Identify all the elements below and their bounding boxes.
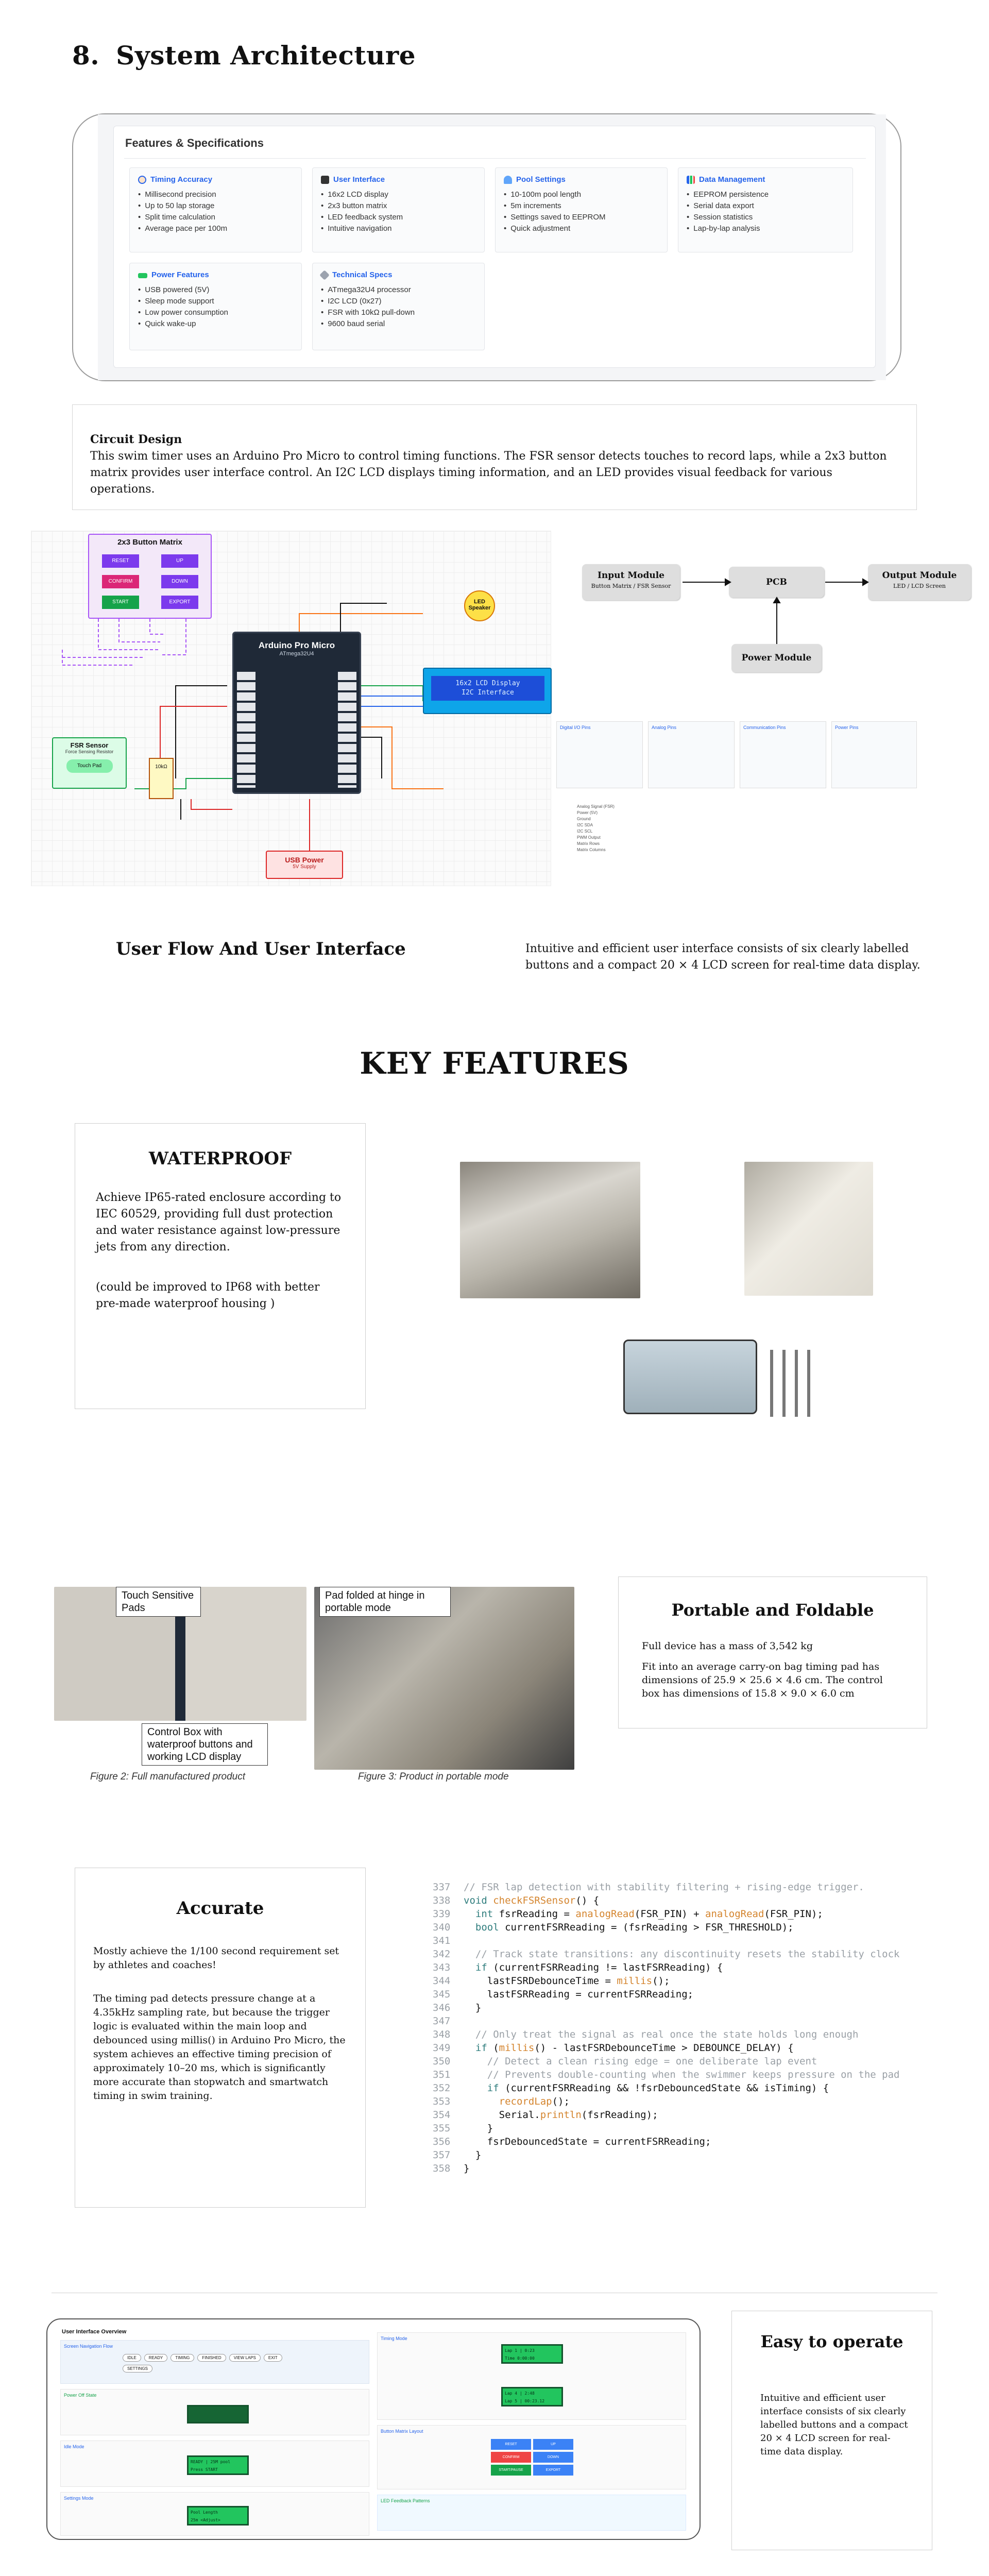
code-text: bool currentFSRReading = (fsrReading > FSR_THRESHOLD); (475, 1922, 794, 1933)
spec-group-pool (495, 167, 668, 252)
section-number: 8. (72, 40, 100, 71)
specs-divider (124, 158, 866, 159)
spec-group-timing (129, 167, 302, 252)
spec-item: • Millisecond precision (138, 189, 293, 200)
line-number: 337 (433, 1882, 451, 1893)
easy-title: Easy to operate (760, 2332, 903, 2351)
ui-nav-chip: SETTINGS (123, 2365, 152, 2372)
pin-tables (556, 721, 917, 788)
specs-card (113, 126, 876, 368)
ui-idle-title: Idle Mode (64, 2444, 84, 2449)
arduino-label: Arduino Pro Micro (258, 640, 335, 650)
line-number: 354 (433, 2109, 451, 2121)
line-number: 341 (433, 1935, 451, 1946)
line-number: 353 (433, 2096, 451, 2107)
lcd-block (423, 668, 552, 714)
legend-item: I2C SDA (577, 823, 593, 827)
spec-item: • Sleep mode support (138, 296, 293, 307)
waterproof-text: Achieve IP65-rated enclosure according to IEC 60529, providing full dust protection and water resistance against low-pressure jets from any direction. (96, 1191, 342, 1253)
lcd-screen (431, 676, 544, 701)
line-number: 355 (433, 2123, 451, 2134)
spec-item: • USB powered (5V) (138, 284, 293, 296)
easy-text: Intuitive and efficient user interface consists of six clearly labelled buttons and a compact 20 × 4 LCD screen for real-time data display. (760, 2393, 908, 2457)
battery-icon (138, 273, 147, 278)
spec-item: • I2C LCD (0x27) (321, 296, 476, 307)
portable-mass: Full device has a mass of 3,542 kg (642, 1640, 813, 1652)
resistor: 10kΩ (149, 758, 174, 799)
line-number: 343 (433, 1962, 451, 1973)
code-line (433, 1934, 948, 1947)
power-module: Power Module (731, 644, 822, 672)
ui-lcd-idle (187, 2455, 249, 2475)
code-line (433, 2148, 948, 2162)
ui-overview-frame (46, 2318, 701, 2540)
code-text: if (currentFSRReading && !fsrDebouncedState && isTiming) { (487, 2082, 829, 2094)
output-module (868, 564, 971, 600)
usb-label: USB Power (285, 856, 324, 864)
output-module-title: Output Module (882, 570, 957, 581)
lcd-line-1: 16x2 LCD Display (455, 680, 520, 687)
input-module-title: Input Module (597, 570, 664, 581)
code-line (433, 2014, 948, 2028)
accurate-title: Accurate (176, 1898, 264, 1919)
line-number: 346 (433, 2002, 451, 2013)
accurate-intro: Mostly achieve the 1/100 second requirement set by athletes and coaches! (93, 1945, 339, 1971)
lcd-line: READY | 25M pool (191, 2460, 231, 2464)
spec-item: • Up to 50 lap storage (138, 200, 293, 212)
line-number: 357 (433, 2149, 451, 2161)
legend-item: I2C SCL (577, 829, 593, 834)
ui-timing-title: Timing Mode (381, 2336, 407, 2341)
photo-screws (770, 1350, 816, 1417)
ui-matrix-button: EXPORT (533, 2465, 573, 2476)
spec-group-ui (312, 167, 485, 252)
spec-item: • FSR with 10kΩ pull-down (321, 307, 476, 318)
line-number: 344 (433, 1975, 451, 1987)
spec-group-data (678, 167, 853, 252)
ui-overview-title: User Interface Overview (62, 2329, 127, 2335)
code-line (433, 2081, 948, 2095)
spec-group-tech (312, 263, 485, 350)
code-text: lastFSRDebounceTime = millis(); (464, 1975, 670, 1987)
fsr-label: FSR Sensor (70, 741, 109, 749)
spec-item: • ATmega32U4 processor (321, 284, 476, 296)
line-number: 349 (433, 2042, 451, 2054)
spec-item: • Quick wake-up (138, 318, 293, 330)
portable-title: Portable and Foldable (671, 1600, 874, 1620)
legend-item: Ground (577, 817, 591, 821)
ui-matrix-button: RESET (491, 2439, 531, 2450)
spec-item: • Lap-by-lap analysis (687, 223, 844, 234)
usb-sub: 5V Supply (293, 864, 316, 870)
spec-group-title: Technical Specs (332, 270, 393, 279)
gamepad-icon (321, 176, 329, 184)
ui-timing-panel (377, 2332, 686, 2420)
accurate-card (75, 1868, 366, 2208)
code-line (433, 1947, 948, 1961)
code-text: } (464, 2163, 470, 2174)
arduino-sub: ATmega32U4 (279, 651, 314, 657)
spec-item: • Intuitive navigation (321, 223, 476, 234)
user-flow-text: Intuitive and efficient user interface consists of six clearly labelled buttons and a compact 20 × 4 LCD screen for real-time data display. (525, 942, 920, 972)
code-text: if (millis() - lastFSRDebounceTime > DEBOUNCE_DELAY) { (475, 2042, 794, 2054)
schem-button-up: UP (161, 554, 198, 568)
ui-matrix-panel (377, 2425, 686, 2489)
code-text: // Prevents double-counting when the swimmer keeps pressure on the pad (464, 2069, 900, 2080)
line-number: 352 (433, 2082, 451, 2094)
ui-settings-title: Settings Mode (64, 2496, 94, 2501)
spec-item: • Average pace per 100m (138, 223, 293, 234)
key-features-title: KEY FEATURES (360, 1046, 629, 1081)
callout-touch-pads: Touch Sensitive Pads (116, 1587, 201, 1617)
line-number: 350 (433, 2056, 451, 2067)
code-snippet (433, 1880, 948, 2200)
legend-item: Matrix Rows (577, 841, 600, 846)
spec-group-power (129, 263, 302, 350)
callout-control-box: Control Box with waterproof buttons and working LCD display (142, 1723, 268, 1766)
code-line (433, 2108, 948, 2122)
pin-table-digital: Digital I/O Pins (556, 721, 643, 788)
ui-led-title: LED Feedback Patterns (381, 2498, 430, 2503)
arduino-pins-right (338, 672, 356, 788)
ui-matrix-button: START/PAUSE (491, 2465, 531, 2476)
fsr-sub: Force Sensing Resistor (65, 749, 114, 754)
user-flow-title: User Flow And User Interface (116, 939, 406, 959)
code-line (433, 1974, 948, 1988)
fsr-block (52, 737, 127, 789)
line-number: 340 (433, 1922, 451, 1933)
wrench-icon (319, 270, 330, 280)
code-line (433, 2122, 948, 2135)
code-line (433, 1907, 948, 1921)
code-line (433, 2068, 948, 2081)
line-number: 342 (433, 1948, 451, 1960)
portable-dimensions: Fit into an average carry-on bag timing pad has dimensions of 25.9 × 25.6 × 4.6 cm. The control box has dimensions of 15.8 × 9.0 × 6.0 cm (642, 1661, 883, 1699)
spec-item: • Low power consumption (138, 307, 293, 318)
ui-nav-panel (60, 2340, 369, 2384)
waterproof-card (75, 1123, 366, 1409)
code-line (433, 2095, 948, 2108)
accurate-detail: The timing pad detects pressure change at a 4.35kHz sampling rate, but because the trigger logic is evaluated within the main loop and debounced using millis() in Arduino Pro Micro, the system achieves an effective timing precision of approximately 10–20 ms, which is significantly more accurate than stopwatch and smartwatch timing in swim training. (93, 1993, 346, 2102)
spec-item: • Serial data export (687, 200, 844, 212)
code-text: if (currentFSRReading != lastFSRReading) { (475, 1962, 723, 1973)
spec-group-title: Data Management (699, 175, 765, 184)
ui-settings-panel (60, 2492, 369, 2536)
schematic-legend (577, 804, 680, 853)
ui-lcd-off (187, 2405, 249, 2424)
line-number: 351 (433, 2069, 451, 2080)
code-text: // Detect a clean rising edge = one deliberate lap event (464, 2056, 817, 2067)
section-title (72, 40, 416, 71)
portable-card (618, 1577, 927, 1728)
schem-button-confirm: CONFIRM (102, 575, 139, 588)
arduino-pins-left (237, 672, 255, 788)
spec-item: • LED feedback system (321, 212, 476, 223)
specs-heading: Features & Specifications (125, 137, 264, 149)
arduino-block (232, 632, 361, 794)
spec-item: • Split time calculation (138, 212, 293, 223)
line-number: 348 (433, 2029, 451, 2040)
ui-matrix-title: Button Matrix Layout (381, 2429, 423, 2434)
ui-nav-chip: FINISHED (197, 2354, 226, 2362)
line-number: 339 (433, 1908, 451, 1920)
ui-matrix-button: UP (533, 2439, 573, 2450)
output-module-sub: LED / LCD Screen (893, 583, 946, 589)
code-text: } (464, 2149, 482, 2161)
schem-button-reset: RESET (102, 554, 139, 568)
callout-pad-folded: Pad folded at hinge in portable mode (319, 1587, 451, 1617)
lcd-line: Lap 4 | 2:48 (505, 2391, 535, 2396)
code-text: recordLap(); (499, 2096, 570, 2107)
code-text: lastFSRReading = currentFSRReading; (464, 1989, 694, 2000)
ui-led-panel (377, 2495, 686, 2531)
code-text: } (464, 2123, 493, 2134)
code-text: int fsrReading = analogRead(FSR_PIN) + analogRead(FSR_PIN); (475, 1908, 823, 1920)
ui-nav-chip: IDLE (123, 2354, 141, 2362)
lcd-line-2: I2C Interface (462, 689, 514, 697)
spec-group-title: Timing Accuracy (150, 175, 213, 184)
ui-nav-chip: READY (144, 2354, 168, 2362)
easy-card (731, 2311, 932, 2550)
spec-item: • Session statistics (687, 212, 844, 223)
ui-nav-chip: VIEW LAPS (229, 2354, 261, 2362)
circuit-schematic (31, 531, 551, 886)
usb-power-block (266, 851, 343, 879)
ui-nav-chip: EXIT (264, 2354, 282, 2362)
ui-power-off-panel (60, 2389, 369, 2435)
input-module (582, 564, 680, 600)
code-line (433, 1921, 948, 1934)
line-number: 358 (433, 2163, 451, 2174)
code-text: fsrDebouncedState = currentFSRReading; (464, 2136, 711, 2147)
spec-item: • 9600 baud serial (321, 318, 476, 330)
circuit-description: This swim timer uses an Arduino Pro Micro to control timing functions. The FSR sensor detects touches to record laps, while a 2x3 button matrix provides user interface control. An I2C LCD displays timing information, and an LED provides visual feedback for various operations. (90, 450, 887, 496)
caption-figure-2: Figure 2: Full manufactured product (90, 1771, 245, 1782)
spec-group-title: Power Features (151, 270, 209, 279)
fsr-touch-pad: Touch Pad (66, 759, 113, 773)
schem-button-start: START (102, 596, 139, 609)
ui-lcd-timing-2 (501, 2387, 563, 2406)
ui-idle-panel (60, 2441, 369, 2487)
spec-item: • EEPROM persistence (687, 189, 844, 200)
pcb-module: PCB (729, 567, 824, 598)
stopwatch-icon (138, 176, 146, 184)
input-module-sub: Button Matrix / FSR Sensor (591, 583, 671, 589)
ui-nav-title: Screen Navigation Flow (64, 2344, 113, 2349)
spec-item: • 5m increments (504, 200, 659, 212)
code-text: Serial.println(fsrReading); (464, 2109, 658, 2121)
code-text: // Track state transitions: any discontinuity resets the stability clock (464, 1948, 900, 1960)
pin-table-analog: Analog Pins (648, 721, 735, 788)
legend-item: PWM Output (577, 835, 601, 840)
block-diagram-arrows (680, 564, 871, 649)
spec-item: • 16x2 LCD display (321, 189, 476, 200)
code-line (433, 1880, 948, 1894)
photo-waterproof-box (623, 1340, 757, 1414)
circuit-title: Circuit Design (90, 433, 182, 446)
line-number: 347 (433, 2015, 451, 2027)
led-speaker: LED Speaker (464, 590, 495, 621)
lcd-line: Press START (191, 2467, 218, 2472)
code-text: void checkFSRSensor() { (464, 1895, 600, 1906)
lcd-line: Lap 1 | 0:23 (505, 2348, 535, 2353)
lcd-line: 25m <Adjust> (191, 2518, 220, 2522)
ui-matrix-button: CONFIRM (491, 2452, 531, 2463)
line-number: 356 (433, 2136, 451, 2147)
lcd-line: Lap 5 | 00:23.12 (505, 2399, 545, 2403)
code-line (433, 2135, 948, 2148)
chart-icon (687, 176, 695, 184)
code-line (433, 2055, 948, 2068)
spec-item: • 2x3 button matrix (321, 200, 476, 212)
waterproof-note: (could be improved to IP68 with better pre-made waterproof housing ) (96, 1281, 320, 1310)
spec-group-title: Pool Settings (516, 175, 566, 184)
ui-power-title: Power Off State (64, 2393, 97, 2398)
lcd-line: Time 0:00:00 (505, 2356, 535, 2361)
code-text: // FSR lap detection with stability filtering + rising-edge trigger. (464, 1882, 864, 1893)
wave-icon (504, 176, 512, 184)
code-line (433, 1988, 948, 2001)
ui-nav-chip: TIMING (170, 2354, 194, 2362)
code-line (433, 2001, 948, 2014)
button-matrix-label: 2x3 Button Matrix (117, 538, 182, 547)
schem-button-export: EXPORT (161, 596, 198, 609)
section-title-text: System Architecture (116, 40, 416, 71)
caption-figure-3: Figure 3: Product in portable mode (358, 1771, 509, 1782)
code-line (433, 2162, 948, 2175)
lcd-line: Pool Length (191, 2510, 218, 2515)
code-text: } (464, 2002, 482, 2013)
pin-table-power: Power Pins (831, 721, 917, 788)
spec-item: • 10-100m pool length (504, 189, 659, 200)
photo-enclosure-edge (460, 1162, 640, 1298)
ui-matrix-button: DOWN (533, 2452, 573, 2463)
ui-lcd-settings (187, 2506, 249, 2526)
code-line (433, 1894, 948, 1907)
line-number: 345 (433, 1989, 451, 2000)
spec-item: • Quick adjustment (504, 223, 659, 234)
schem-button-down: DOWN (161, 575, 198, 588)
line-number: 338 (433, 1895, 451, 1906)
code-line (433, 1961, 948, 1974)
photo-pad-surface (744, 1162, 873, 1296)
ui-lcd-timing-1 (501, 2344, 563, 2364)
legend-item: Matrix Columns (577, 848, 606, 852)
code-line (433, 2041, 948, 2055)
code-text: // Only treat the signal as real once the state holds long enough (464, 2029, 859, 2040)
legend-item: Analog Signal (FSR) (577, 804, 615, 809)
spec-group-title: User Interface (333, 175, 385, 184)
pin-table-comm: Communication Pins (740, 721, 826, 788)
spec-item: • Settings saved to EEPROM (504, 212, 659, 223)
waterproof-title: WATERPROOF (148, 1148, 292, 1169)
legend-item: Power (5V) (577, 810, 598, 815)
code-line (433, 2028, 948, 2041)
